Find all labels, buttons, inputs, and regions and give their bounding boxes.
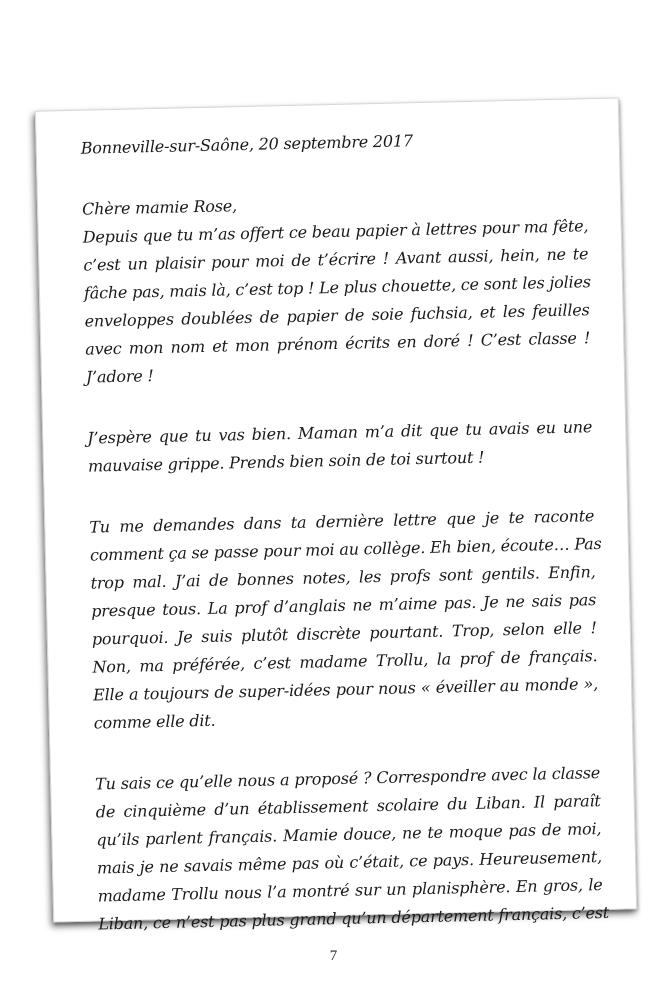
- page-number: 7: [329, 948, 338, 964]
- text-line: J’espère que tu vas bien. Maman m’a dit que tu avais eu une: [87, 417, 593, 448]
- text-line: de cinquième d’un établissement scolaire du Liban. Il paraît: [95, 791, 601, 822]
- text-line: c’est un plaisir pour moi de t’écrire ! Avant aussi, hein, ne te: [83, 244, 589, 275]
- text-line: mauvaise grippe. Prends bien soin de toi surtout !: [87, 447, 485, 476]
- text-line: mais je ne savais même pas où c’était, ce pays. Heureusement,: [96, 847, 603, 878]
- text-line: trop mal. J’ai de bonnes notes, les profs sont gentils. Enfin,: [90, 562, 596, 593]
- greeting: Chère mamie Rose,: [81, 196, 238, 219]
- text-line: Elle a toujours de super-idées pour nous « éveiller au monde »,: [92, 674, 599, 705]
- letter-body: [80, 123, 610, 938]
- text-line: fâche pas, mais là, c’est top ! Le plus chouette, ce sont les jolies: [83, 272, 591, 303]
- text-line: avec mon nom et mon prénom écrits en doré ! C’est classe !: [85, 328, 591, 359]
- text-line: pourquoi. Je suis plutôt discrète pourtant. Trop, selon elle !: [91, 618, 597, 649]
- text-line: Tu sais ce qu’elle nous a proposé ? Correspondre avec la classe: [94, 763, 601, 794]
- text-line: Depuis que tu m’as offert ce beau papier à lettres pour ma fête,: [82, 216, 589, 247]
- text-line: Tu me demandes dans ta dernière lettre que je te raconte: [89, 506, 595, 537]
- text-line: comment ça se passe pour moi au collège. Eh bien, écoute… Pas: [89, 533, 602, 565]
- paragraph: [94, 759, 610, 938]
- text-line: comme elle dit.: [93, 710, 216, 733]
- date-line: Bonneville-sur-Saône, 20 septembre 2017: [80, 131, 414, 158]
- text-line: presque tous. La prof d’anglais ne m’aime pas. Je ne sais pas: [91, 590, 597, 621]
- text-line: madame Trollu nous l’a montré sur un planisphère. En gros, le: [97, 875, 603, 906]
- text-line: Non, ma préférée, c’est madame Trollu, la prof de français.: [92, 646, 598, 677]
- text-line: J’adore !: [85, 366, 154, 387]
- text-line: Liban, ce n’est pas plus grand qu’un département français, c’est: [98, 902, 610, 934]
- paragraph: [89, 502, 602, 737]
- letter-sheet: [35, 97, 637, 934]
- paragraph: [82, 212, 591, 391]
- text-line: enveloppes doublées de papier de soie fuchsia, et les feuilles: [84, 300, 590, 331]
- text-line: qu’ils parlent français. Mamie douce, ne te moque pas de moi,: [96, 819, 602, 850]
